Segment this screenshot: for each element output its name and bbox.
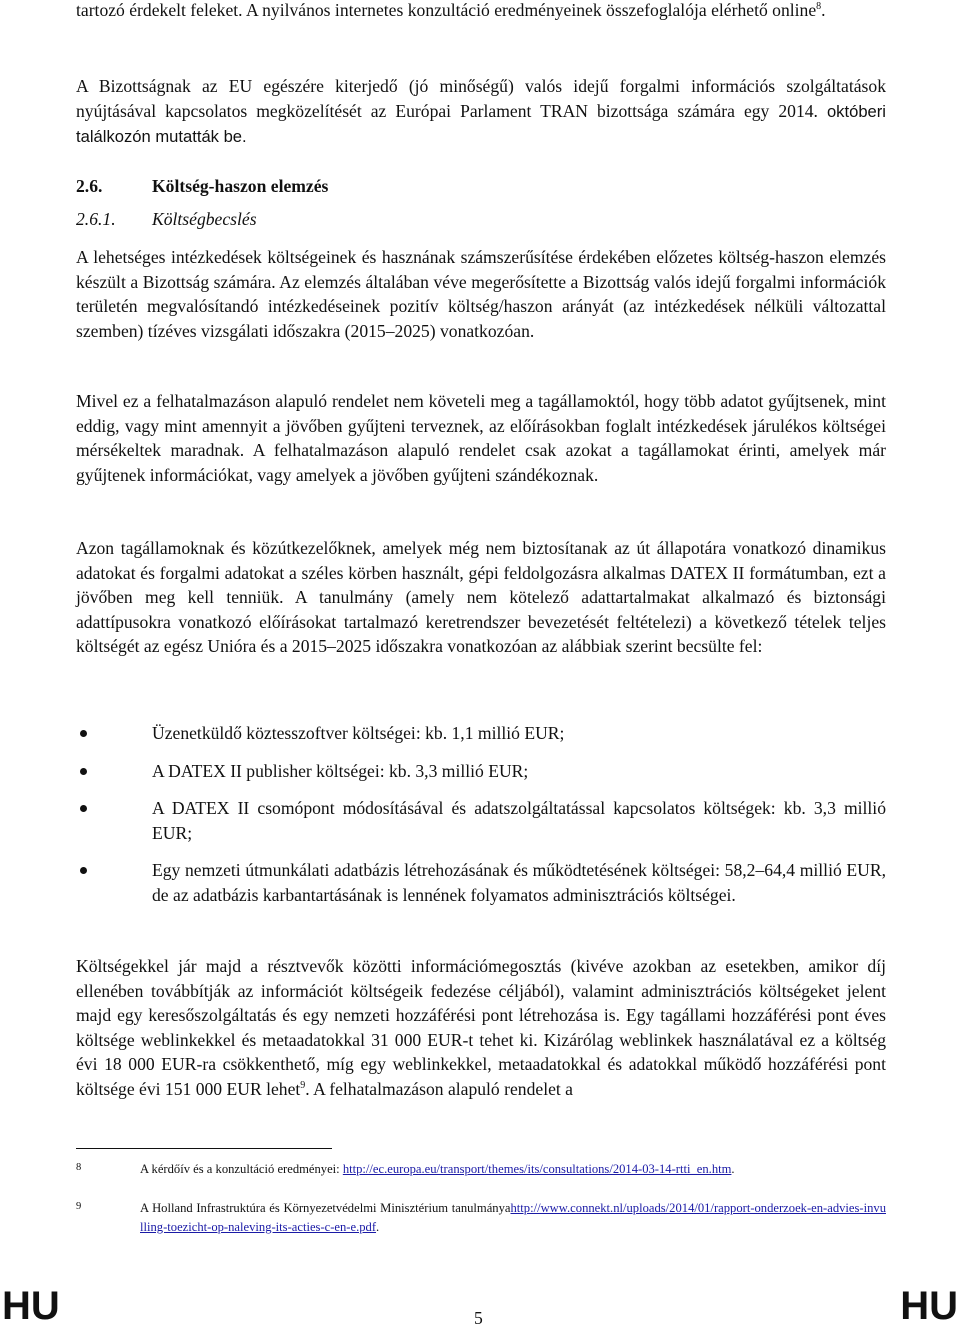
list-item-text: A DATEX II csomópont módosításával és adatszolgáltatással kapcsolatos költségek: kb. 3,3 millió EUR; [152,798,886,843]
list-item [76,721,886,746]
subsection-title: Költségbecslés [152,209,257,229]
footnote-8 [76,1160,886,1179]
footnote-mark: 8 [76,1162,82,1173]
paragraph-intro-tail: . [821,0,826,20]
footnote-text: A kérdőív és a konzultáció eredményei: [140,1162,343,1176]
footnote-body [140,1160,886,1179]
footnote-link[interactable]: http://ec.europa.eu/transport/themes/its/consultations/2014-03-14-rtti_en.htm [342,1162,732,1176]
bullet-icon [80,730,87,737]
paragraph-access-point-text: Költségekkel jár majd a résztvevők közötti információmegosztás (kivéve azokban az esetekben, amikor díj ellenében továbbítják az információt költségeik fedezése céljából), valamint adminisztrációs költségeket jelent majd egy keresőszolgáltatás és egy nemzeti hozzáférési pont létrehozása is. Egy tagállami hozzáférési pont éves költsége weblinkekkel és metaadatokkal 31 000 EUR-t tehet ki. Kizárólag weblinkek használatával ez a költség évi 18 000 EUR-ra csökkenthető, míg egy weblinkekkel, metaadatokkal és adatokkal működő hozzáférési pont költsége évi 151 000 EUR lehet [76,956,886,1099]
paragraph-access-point-tail: . A felhatalmazáson alapuló rendelet a [305,1078,573,1099]
footnote-tail: . [376,1220,380,1234]
paragraph-tran [76,74,886,150]
section-heading-2-6 [76,174,886,198]
list-item-text: Egy nemzeti útmunkálati adatbázis létrehozásának és működtetésének költségei: 58,2–64,4 millió EUR, de az adatbázis karbantartásának is lennének folyamatos adminisztrációs költségei. [152,860,886,905]
list-item [76,796,886,845]
list-item-text: Üzenetküldő köztesszoftver költségei: kb. 1,1 millió EUR; [152,723,565,743]
footnote-tail: . [731,1162,735,1176]
cost-bullet-list [76,721,886,908]
footnote-9 [76,1199,886,1237]
footer-language-code-left: HU [2,1284,60,1328]
paragraph-cost-benefit: A lehetséges intézkedések költségeinek és hasznának számszerűsítése érdekében előzetes költség-haszon elemzés készült a Bizottság számára. Az elemzés általában véve megerősítette a Bizottság valós idejű forgalmi információk területén megvalósítandó intézkedéseinek pozitív költség/haszon arányát (az intézkedések nélküli változattal szemben) tízéves vizsgálati időszakra (2015–2025) vonatkozóan. [76,247,886,341]
paragraph-tran-text: A Bizottságnak az EU egészére kiterjedő (jó minőségű) valós idejű forgalmi információs szolgáltatások nyújtásával kapcsolatos megközelítését az Európai Parlament TRAN bizottsága számára egy 2014. [76,76,886,121]
footer-language-code-right: HU [900,1284,958,1328]
bullet-icon [80,768,87,775]
paragraph-intro [76,0,886,23]
paragraph-member-states: Azon tagállamoknak és közútkezelőknek, amelyek még nem biztosítanak az út állapotára vonatkozó dinamikus adatokat és forgalmi adatokat a széles körben használt, gépi feldolgozásra alkalmas DATEX II formátumban, ezt a jövőben meg kell tenniük. A tanulmány (amely nem kötelező adattartalmakat alkalmazó és biztonsági adattípusokra vonatkozó előírásokat tartalmazó keretrendszer bevezetését feltételezi) a következő tételek teljes költségét az egész Unióra és a 2015–2025 időszakra vonatkozóan az alábbiak szerint becsülte fel: [76,538,886,657]
section-number: 2.6. [76,176,103,196]
paragraph-tran-tail: októberi találkozón mutatták be. [76,101,886,147]
footnote-ref-8[interactable]: 8 [816,1,822,13]
list-item [76,759,886,784]
page-number: 5 [474,1308,483,1328]
paragraph-delegated-act: Mivel ez a felhatalmazáson alapuló rendelet nem követeli meg a tagállamoktól, hogy több adatot gyűjtsenek, mint eddig, vagy mint amennyit a jövőben gyűjteni terveznek, az előírásokban foglalt intézkedések járulékos költségei mérsékeltek maradnak. A felhatalmazáson alapuló rendelet csak azokat a tagállamokat érinti, amelyek már gyűjtenek információkat, vagy amelyek a jövőben gyűjteni szándékoznak. [76,391,886,485]
subsection-heading-2-6-1 [76,207,886,231]
list-item-text: A DATEX II publisher költségei: kb. 3,3 millió EUR; [152,760,529,781]
footnote-body [140,1199,886,1237]
subsection-number: 2.6.1. [76,209,116,229]
footnote-ref-9[interactable]: 9 [300,1080,306,1092]
footnote-mark: 9 [76,1201,82,1212]
paragraph-intro-text: tartozó érdekelt feleket. A nyilvános internetes konzultáció eredményeinek összefoglalója elérhető online [76,0,817,20]
footnote-divider [76,1148,332,1149]
paragraph-access-point [76,954,886,1102]
bullet-icon [80,867,87,874]
list-item [76,858,886,907]
footnote-link[interactable]: http://www.connekt.nl/uploads/2014/01/rapport-onderzoek-en-advies-invulling-toezicht-op-naleving-its-acties-c-en-e.pdf [140,1201,886,1234]
bullet-icon [80,805,87,812]
footnote-text: A Holland Infrastruktúra és Környezetvédelmi Minisztérium tanulmánya [140,1201,511,1215]
section-title: Költség-haszon elemzés [152,176,329,196]
